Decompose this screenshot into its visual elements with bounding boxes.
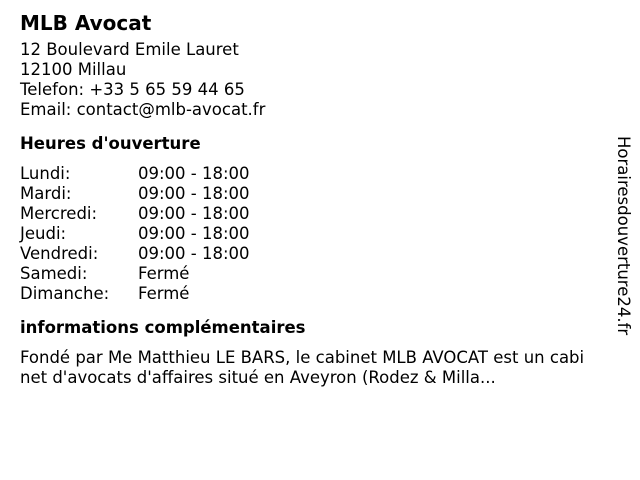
day-time: 09:00 - 18:00	[138, 184, 250, 203]
day-label: Dimanche:	[20, 284, 110, 303]
day-time: 09:00 - 18:00	[138, 204, 250, 223]
phone-number: Telefon: +33 5 65 59 44 65	[20, 80, 245, 99]
day-time: 09:00 - 18:00	[138, 164, 250, 183]
day-label: Jeudi:	[20, 224, 67, 243]
city-address: 12100 Millau	[20, 60, 127, 79]
hours-table	[20, 164, 610, 304]
contact-block	[20, 40, 610, 120]
day-time: Fermé	[138, 284, 190, 303]
hours-row-samedi	[20, 264, 610, 284]
hours-row-dimanche	[20, 284, 610, 304]
business-name: MLB Avocat	[20, 11, 152, 35]
day-time: Fermé	[138, 264, 190, 283]
hours-heading: Heures d'ouverture	[20, 134, 201, 153]
day-label: Samedi:	[20, 264, 88, 283]
day-label: Lundi:	[20, 164, 71, 183]
day-label: Mardi:	[20, 184, 72, 203]
info-text: Fondé par Me Matthieu LE BARS, le cabinet MLB AVOCAT est un cabinet d'avocats d'affaires situé en Aveyron (Rodez & Milla...	[20, 348, 585, 387]
hours-row-mardi	[20, 184, 610, 204]
street-address: 12 Boulevard Emile Lauret	[20, 40, 239, 59]
day-label: Mercredi:	[20, 204, 98, 223]
info-heading: informations complémentaires	[20, 318, 306, 337]
day-label: Vendredi:	[20, 244, 99, 263]
hours-row-lundi	[20, 164, 610, 184]
day-time: 09:00 - 18:00	[138, 224, 250, 243]
site-watermark: Horairesdouverture24.fr	[614, 136, 633, 336]
hours-row-jeudi	[20, 224, 610, 244]
day-time: 09:00 - 18:00	[138, 244, 250, 263]
email-address: Email: contact@mlb-avocat.fr	[20, 100, 266, 119]
business-card	[20, 10, 610, 388]
hours-row-mercredi	[20, 204, 610, 224]
hours-row-vendredi	[20, 244, 610, 264]
